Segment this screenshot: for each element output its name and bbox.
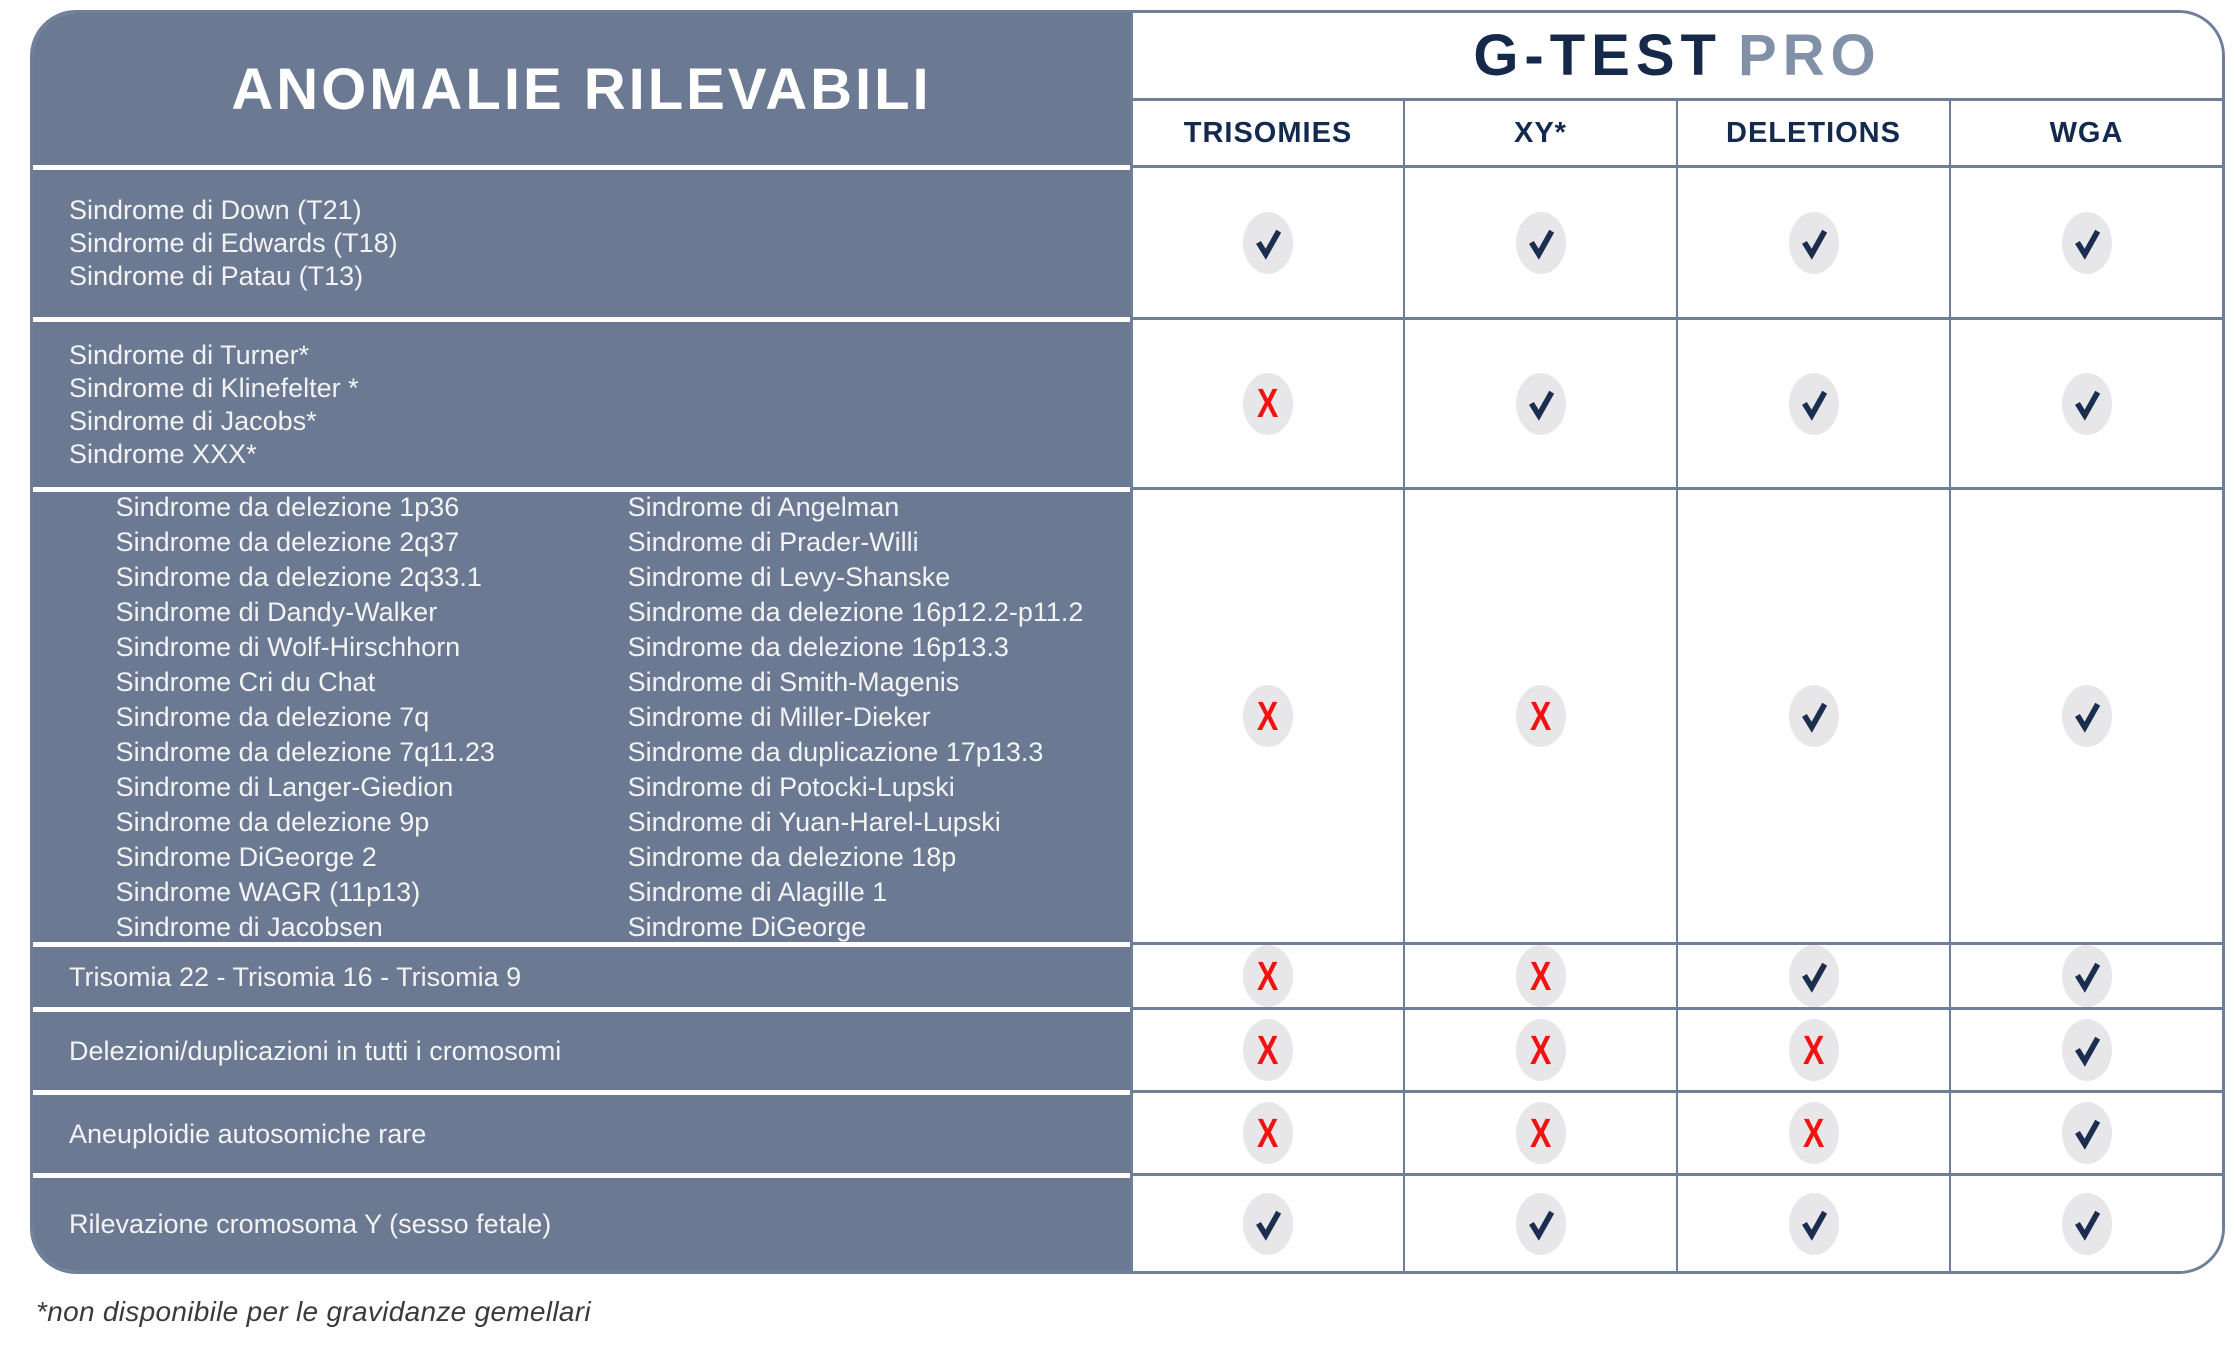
cross-icon <box>1516 1102 1566 1164</box>
cross-glyph: X <box>1529 952 1552 999</box>
syndrome-name: Sindrome da delezione 9p <box>115 806 430 837</box>
cross-glyph: X <box>1257 380 1279 426</box>
syndrome-name: Sindrome di Levy-Shanske <box>627 561 951 592</box>
check-glyph <box>2069 958 2105 994</box>
mark-cell <box>1130 1090 1403 1173</box>
row-label-line: Sindrome di Turner* <box>69 339 310 370</box>
cross-icon <box>1789 1102 1839 1164</box>
mark-cell <box>1130 317 1403 487</box>
mark-cell <box>1130 942 1403 1007</box>
syndrome-name: Sindrome di Yuan-Harel-Lupski <box>627 806 1001 837</box>
check-glyph <box>1250 1206 1286 1242</box>
syndrome-name: Sindrome da duplicazione 17p13.3 <box>627 736 1044 767</box>
mark-cell <box>1676 1090 1949 1173</box>
check-icon <box>1789 212 1839 274</box>
syndrome-name: Sindrome da delezione 16p12.2-p11.2 <box>627 596 1084 627</box>
syndrome-name: Sindrome di Alagille 1 <box>627 876 888 907</box>
mark-cell <box>1949 942 2222 1007</box>
cross-icon <box>1243 685 1293 747</box>
cross-glyph: X <box>1257 1026 1279 1073</box>
syndrome-name: Sindrome DiGeorge 2 <box>115 841 377 872</box>
syndrome-name: Sindrome di Smith-Magenis <box>627 666 960 697</box>
cross-glyph: X <box>1257 952 1279 999</box>
check-icon <box>1516 212 1566 274</box>
check-glyph <box>1796 958 1832 994</box>
mark-cell <box>1949 1090 2222 1173</box>
syndrome-name: Sindrome di Angelman <box>627 491 900 522</box>
cross-icon <box>1243 373 1293 435</box>
mark-cell <box>1403 942 1676 1007</box>
cross-icon <box>1243 945 1293 1007</box>
cross-icon <box>1516 945 1566 1007</box>
syndrome-name: Sindrome di Potocki-Lupski <box>627 771 955 802</box>
product-name-primary: G-TEST <box>1473 23 1722 88</box>
check-glyph <box>2069 1032 2105 1068</box>
cross-glyph: X <box>1529 1109 1552 1156</box>
row-label-line: Sindrome di Jacobs* <box>69 405 317 436</box>
check-glyph <box>1523 386 1559 422</box>
row-label <box>33 1090 1130 1173</box>
table-left-header <box>33 13 1130 165</box>
column-header-wga: WGA <box>1949 101 2222 165</box>
check-icon <box>2062 1102 2112 1164</box>
cross-icon <box>1516 1019 1566 1081</box>
syndrome-name: Sindrome di Langer-Giedion <box>115 771 454 802</box>
mark-cell <box>1130 1007 1403 1090</box>
mark-cell <box>1403 1007 1676 1090</box>
mark-cell <box>1676 1007 1949 1090</box>
check-icon <box>2062 212 2112 274</box>
row-label <box>33 165 1130 317</box>
row-label <box>33 317 1130 487</box>
row-label <box>33 942 1130 1007</box>
check-icon <box>1516 1193 1566 1255</box>
check-icon <box>2062 685 2112 747</box>
mark-cell <box>1676 942 1949 1007</box>
syndrome-list-col2 <box>628 490 1084 945</box>
check-glyph <box>1523 225 1559 261</box>
check-icon <box>1243 212 1293 274</box>
row-label <box>33 1173 1130 1271</box>
mark-cell <box>1403 1090 1676 1173</box>
mark-cell <box>1676 317 1949 487</box>
check-glyph <box>1796 386 1832 422</box>
syndrome-list-col1 <box>116 490 628 945</box>
check-icon <box>1789 685 1839 747</box>
syndrome-name: Sindrome di Jacobsen <box>115 911 383 942</box>
cross-glyph: X <box>1802 1109 1825 1156</box>
syndrome-name: Sindrome di Wolf-Hirschhorn <box>115 631 461 662</box>
row-label-line: Sindrome di Edwards (T18) <box>69 228 398 258</box>
check-glyph <box>1796 1206 1832 1242</box>
check-glyph <box>2069 1206 2105 1242</box>
check-glyph <box>2069 386 2105 422</box>
column-header-deletions: DELETIONS <box>1676 101 1949 165</box>
row-label-line: Sindrome di Patau (T13) <box>69 261 364 291</box>
syndrome-name: Sindrome da delezione 2q33.1 <box>115 561 482 592</box>
mark-cell <box>1949 487 2222 942</box>
mark-cell <box>1130 487 1403 942</box>
cross-icon <box>1243 1019 1293 1081</box>
syndrome-name: Sindrome da delezione 1p36 <box>115 491 460 522</box>
syndrome-name: Sindrome da delezione 7q <box>115 701 430 732</box>
mark-cell <box>1949 165 2222 317</box>
cross-glyph: X <box>1257 1109 1279 1156</box>
syndrome-name: Sindrome di Prader-Willi <box>627 526 919 557</box>
cross-icon <box>1243 1102 1293 1164</box>
page-title: ANOMALIE RILEVABILI <box>231 56 932 122</box>
row-label-line: Aneuploidie autosomiche rare <box>69 1118 427 1149</box>
product-header <box>1130 13 2222 101</box>
cross-glyph: X <box>1802 1026 1825 1073</box>
mark-cell <box>1949 1173 2222 1271</box>
row-label-line: Rilevazione cromosoma Y (sesso fetale) <box>69 1209 552 1239</box>
mark-cell <box>1676 165 1949 317</box>
mark-cell <box>1949 1007 2222 1090</box>
check-icon <box>1516 373 1566 435</box>
mark-cell <box>1130 165 1403 317</box>
product-name-secondary: PRO <box>1737 23 1882 88</box>
cross-glyph: X <box>1529 692 1552 739</box>
syndrome-name: Sindrome da delezione 18p <box>627 841 957 872</box>
check-glyph <box>1523 1206 1559 1242</box>
column-header-xy: XY* <box>1403 101 1676 165</box>
row-label-line: Sindrome di Klinefelter * <box>69 372 359 403</box>
row-label <box>33 487 1130 942</box>
syndrome-name: Sindrome da delezione 2q37 <box>115 526 460 557</box>
row-label <box>33 1007 1130 1090</box>
syndrome-name: Sindrome da delezione 7q11.23 <box>115 736 495 767</box>
check-glyph <box>1796 225 1832 261</box>
cross-glyph: X <box>1529 1026 1552 1073</box>
check-icon <box>2062 1193 2112 1255</box>
check-icon <box>1243 1193 1293 1255</box>
comparison-table <box>30 10 2225 1274</box>
column-header-trisomies: TRISOMIES <box>1130 101 1403 165</box>
syndrome-name: Sindrome da delezione 16p13.3 <box>627 631 1009 662</box>
check-glyph <box>2069 698 2105 734</box>
cross-icon <box>1789 1019 1839 1081</box>
check-icon <box>1789 373 1839 435</box>
mark-cell <box>1949 317 2222 487</box>
row-label-line: Delezioni/duplicazioni in tutti i cromosomi <box>69 1035 562 1066</box>
row-label-line: Trisomia 22 - Trisomia 16 - Trisomia 9 <box>69 961 522 992</box>
check-glyph <box>2069 1115 2105 1151</box>
check-icon <box>2062 1019 2112 1081</box>
syndrome-name: Sindrome di Miller-Dieker <box>627 701 931 732</box>
mark-cell <box>1403 317 1676 487</box>
check-icon <box>2062 945 2112 1007</box>
check-icon <box>1789 945 1839 1007</box>
row-label-line: Sindrome di Down (T21) <box>69 195 362 225</box>
check-glyph <box>2069 225 2105 261</box>
syndrome-name: Sindrome DiGeorge <box>627 911 867 942</box>
mark-cell <box>1676 487 1949 942</box>
mark-cell <box>1130 1173 1403 1271</box>
check-glyph <box>1796 698 1832 734</box>
mark-cell <box>1403 487 1676 942</box>
syndrome-name: Sindrome WAGR (11p13) <box>115 876 421 907</box>
check-icon <box>2062 373 2112 435</box>
mark-cell <box>1403 1173 1676 1271</box>
mark-cell <box>1403 165 1676 317</box>
row-label-line: Sindrome XXX* <box>69 438 257 469</box>
syndrome-name: Sindrome di Dandy-Walker <box>115 596 438 627</box>
syndrome-name: Sindrome Cri du Chat <box>115 666 376 697</box>
cross-icon <box>1516 685 1566 747</box>
check-glyph <box>1250 225 1286 261</box>
mark-cell <box>1676 1173 1949 1271</box>
cross-glyph: X <box>1257 692 1279 739</box>
footnote: *non disponibile per le gravidanze gemellari <box>36 1296 591 1327</box>
check-icon <box>1789 1193 1839 1255</box>
